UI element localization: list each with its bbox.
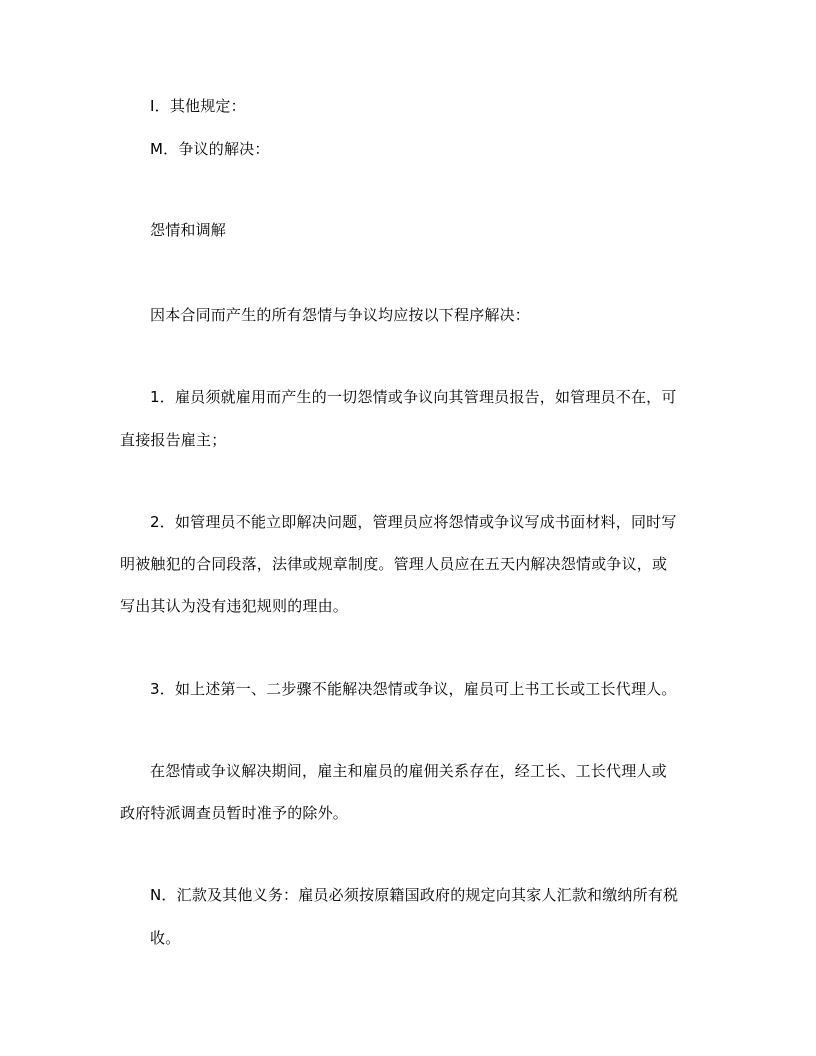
section-heading-n-line-1: N．汇款及其他义务：雇员必须按原籍国政府的规定向其家人汇款和缴纳所有税 <box>150 886 679 904</box>
paragraph-line-1: 在怨情或争议解决期间，雇主和雇员的雇佣关系存在，经工长、工长代理人或 <box>150 762 667 780</box>
item-2-line-3: 写出其认为没有违犯规则的理由。 <box>120 597 349 615</box>
section-heading-i: I．其他规定： <box>150 97 246 115</box>
item-2-line-1: 2．如管理员不能立即解决问题，管理员应将怨情或争议写成书面材料，同时写 <box>150 513 677 531</box>
item-1-line-2: 直接报告雇主； <box>120 431 227 449</box>
item-1-line-1: 1．雇员须就雇用而产生的一切怨情或争议向其管理员报告，如管理员不在，可 <box>150 388 677 406</box>
paragraph-line-2: 政府特派调查员暂时准予的除外。 <box>120 804 349 822</box>
subheading-grievance: 怨情和调解 <box>150 221 227 239</box>
item-3-line-1: 3．如上述第一、二步骤不能解决怨情或争议，雇员可上书工长或工长代理人。 <box>150 680 677 698</box>
section-heading-n-line-2: 收。 <box>150 929 181 947</box>
section-heading-m: M．争议的解决： <box>150 140 270 158</box>
intro-paragraph: 因本合同而产生的所有怨情与争议均应按以下程序解决： <box>150 306 531 324</box>
item-2-line-2: 明被触犯的合同段落，法律或规章制度。管理人员应在五天内解决怨情或争议，或 <box>120 555 668 573</box>
